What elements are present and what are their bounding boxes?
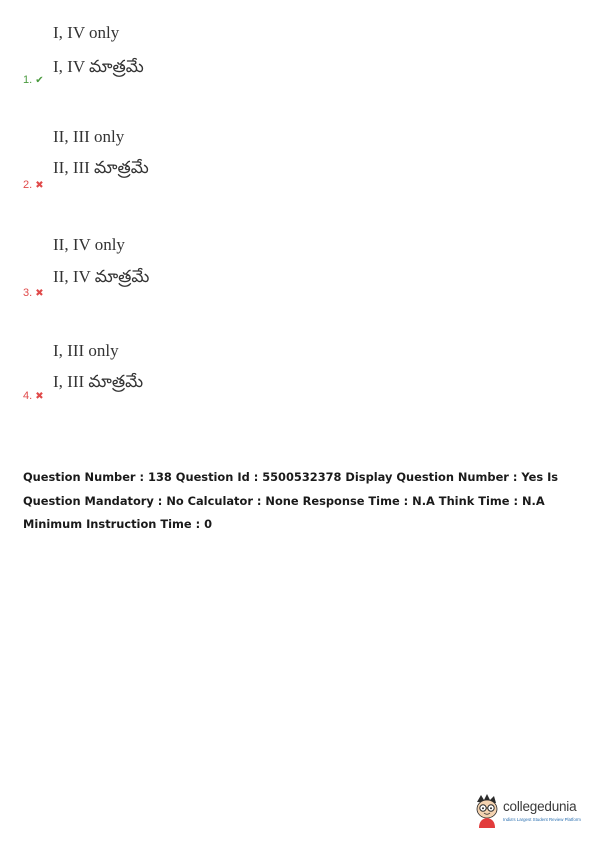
option-english-text: II, IV only [53,235,125,254]
option-number-label: 4. [23,390,33,402]
option-english-text: I, III only [53,341,119,360]
option-telugu-text: II, IV మాత్రమే [53,267,150,286]
option-number [23,390,44,403]
option-telugu-text: I, IV మాత్రమే [53,57,144,76]
option-number [23,287,44,300]
option-english-text: II, III only [53,127,125,146]
option-english-text: I, IV only [53,23,120,42]
collegedunia-logo [472,793,588,829]
option-number-label: 1. [23,74,33,86]
question-metadata: Question Number : 138 Question Id : 5500532378 Display Question Number : Yes Is Question Mandatory : No Calculator : None Response Time : N.A Think Time : N.A Minimum Instruction Time : 0 [23,470,559,531]
check-icon: ✔ [35,75,44,86]
option-telugu-text: I, III మాత్రమే [53,372,144,391]
option-number-label: 2. [23,179,33,191]
cross-icon: ✖ [35,288,44,299]
option-telugu-text: II, III మాత్రమే [53,158,149,177]
mascot-icon [472,793,502,829]
logo-name: collegedunia [503,799,577,814]
cross-icon: ✖ [35,180,44,191]
logo-tagline: India's Largest Student Review Platform [503,817,581,822]
option-number-label: 3. [23,287,33,299]
option-number [23,179,44,192]
option-number [23,74,44,87]
cross-icon: ✖ [35,391,44,402]
